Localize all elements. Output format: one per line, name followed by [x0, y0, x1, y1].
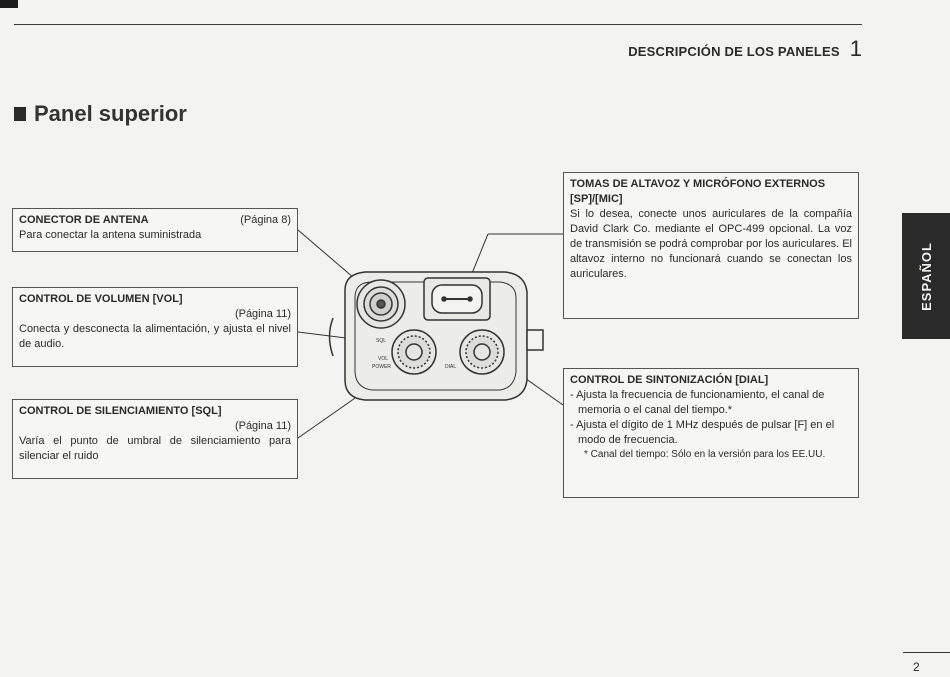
chapter-number: 1 [849, 36, 862, 61]
callout-antena-page-ref: (Página 8) [240, 214, 291, 226]
callout-silenciamiento-page-ref: (Página 11) [234, 420, 291, 432]
sql-label: SQL [376, 338, 387, 344]
list-item: - Ajusta el dígito de 1 MHz después de pulsar [F] en el modo de frecuencia. [570, 419, 835, 446]
callout-volumen-page-ref: (Página 11) [234, 308, 291, 320]
callout-volumen [12, 287, 298, 367]
page-title-text: Panel superior [34, 101, 187, 126]
callout-silenciamiento-heading: CONTROL DE SILENCIAMIENTO [SQL] [19, 405, 222, 417]
power-label: POWER [372, 364, 391, 370]
language-tab [902, 213, 950, 339]
callout-tomas-heading: TOMAS DE ALTAVOZ Y MICRÓFONO EXTERNOS [SP]/[MIC] [570, 178, 826, 205]
footer-rule [903, 652, 950, 653]
callout-tomas [563, 172, 859, 319]
page-number: 2 [913, 660, 920, 674]
callout-sintonizacion-note: * Canal del tiempo: Sólo en la versión para los EE.UU. [584, 449, 826, 460]
vol-label: VOL [378, 356, 389, 362]
callout-tomas-body: Si lo desea, conecte unos auriculares de la compañía David Clark Co. mediante el OPC-499 opcional. La voz de transmisión se podrá comprobar por los auriculares. El altavoz interno no funcionará cuando se conectan los auriculares. [570, 208, 852, 280]
callout-sintonizacion [563, 368, 859, 498]
callout-antena-body: Para conectar la antena suministrada [19, 229, 202, 241]
callout-volumen-body: Conecta y desconecta la alimentación, y ajusta el nivel de audio. [19, 323, 291, 350]
callout-antena [12, 208, 298, 252]
callout-antena-heading: CONECTOR DE ANTENA [19, 214, 149, 226]
callout-sintonizacion-heading: CONTROL DE SINTONIZACIÓN [DIAL] [570, 374, 769, 386]
callout-volumen-heading: CONTROL DE VOLUMEN [VOL] [19, 293, 183, 305]
language-tab-label: ESPAÑOL [918, 241, 934, 311]
callout-silenciamiento [12, 399, 298, 479]
callout-silenciamiento-body: Varía el punto de umbral de silenciamiento para silenciar el ruido [19, 435, 291, 462]
radio-body [330, 272, 544, 400]
section-title: DESCRIPCIÓN DE LOS PANELES [628, 44, 840, 59]
list-item: - Ajusta la frecuencia de funcionamiento, el canal de memoria o el canal del tiempo.* [570, 389, 825, 416]
callout-sintonizacion-list [570, 388, 852, 448]
dial-label: DIAL [445, 364, 457, 370]
